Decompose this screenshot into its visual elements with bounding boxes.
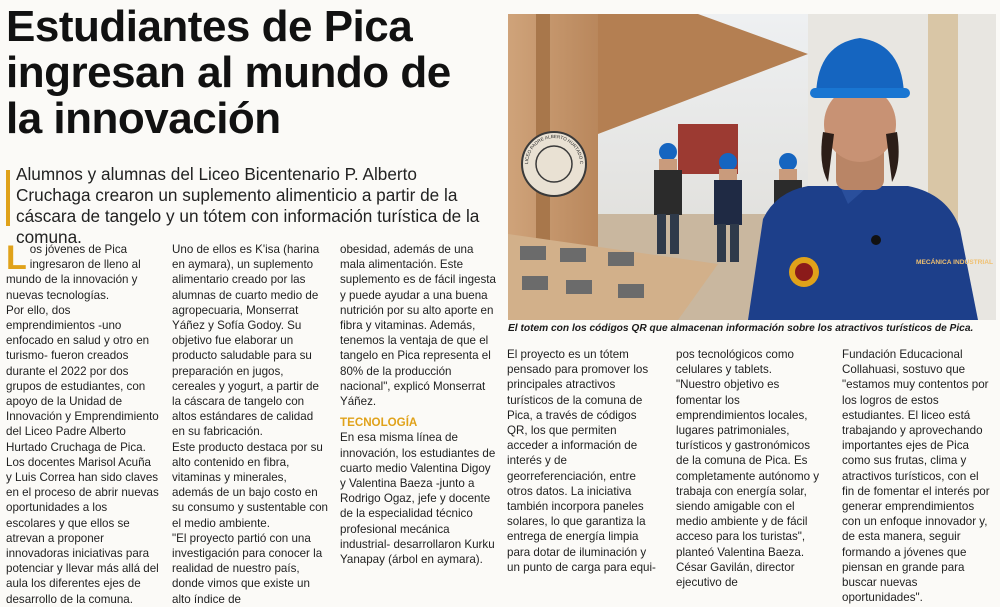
- photo-caption: El totem con los códigos QR que almacenan información sobre los atractivos turísticos de Pica.: [508, 323, 974, 334]
- photo-illustration: [508, 14, 996, 320]
- text-column-3: [340, 242, 498, 567]
- section-subhead: TECNOLOGÍA: [340, 416, 418, 430]
- paragraph-intro: Los jóvenes de Pica ingresaron de lleno al mundo de la innovación y nuevas tecnologías.: [6, 239, 141, 302]
- article-photo: [508, 14, 996, 320]
- text-column-1: [6, 239, 160, 607]
- text-column-6: [842, 347, 994, 605]
- paragraph: César Gavilán, director ejecutivo de: [676, 560, 795, 590]
- paragraph: El proyecto es un tótem pensado para promover los principales atractivos turísticos de la comuna de Pica, a través de códigos QR, los que permiten acceder a información de interés y de georreferenciación, entre otros datos. La iniciativa también incorpora paneles solares, lo que garantiza la entrega de energía limpia para dotar de iluminación y un punto de carga para equi-: [507, 348, 656, 574]
- text-column-5: [676, 347, 826, 590]
- text-column-2: [172, 242, 328, 607]
- svg-text:LICEO PADRE ALBERTO HURTADO CR: LICEO PADRE ALBERTO HURTADO C: [523, 133, 585, 165]
- paragraph: Uno de ellos es K'isa (harina en aymara), un suplemento alimentario creado por las alumnas de cuarto medio de agropecuaria, Monserrat Yáñez y Sofía Godoy. Su objetivo fue elaborar un producto saludable para su preparación en jugos, cereales y yogurt, a partir de la cáscara de tangelo con altos estándares de calidad en su fabricación.: [172, 243, 320, 439]
- paragraph: Por ello, dos emprendimientos -uno enfocado en salud y otro en turismo- fueron creados durante el 2022 por dos grupos de estudiantes, con apoyo de la Unidad de Innovación y Emprendimiento del Liceo Padre Alberto Hurtado Cruchaga de Pica.: [6, 303, 159, 454]
- text-column-4: [507, 347, 658, 575]
- paragraph: Fundación Educacional Collahuasi, sostuvo que "estamos muy contentos por los logros de estos estudiantes. El liceo está trabajando y aprovechando importantes ejes de Pica como sus frutas, clima y atractivos turísticos, con el fin de fomentar el interés por generar emprendimientos con un enfoque innovador y, de esta manera, seguir formando a jóvenes que piensan en grande para buscar nuevas oportunidades".: [842, 348, 990, 605]
- headline: Estudiantes de Pica ingresan al mundo de la innovación: [6, 2, 451, 143]
- paragraph: Los docentes Marisol Acuña y Luis Correa han sido claves en el proceso de abrir nuevas oportunidades a los escolares y que ellos se atrevan a proponer innovadoras iniciativas para potenciar y llevar más allá del aula los diferentes ejes de desarrollo de la comuna.: [6, 455, 159, 606]
- svg-text:MECÁNICA INDUSTRIAL: MECÁNICA INDUSTRIAL: [916, 259, 994, 266]
- drop-cap: L: [6, 239, 27, 277]
- lead-accent-bar: [6, 170, 10, 226]
- paragraph: "El proyecto partió con una investigación para conocer la realidad de nuestro país, donde vimos que existe un alto índice de: [172, 531, 323, 606]
- paragraph: Este producto destaca por su alto contenido en fibra, vitaminas y minerales, además de un bajo costo en su consumo y sustentable con el medio ambiente.: [172, 440, 328, 530]
- paragraph: pos tecnológicos como celulares y tablets.: [676, 348, 794, 377]
- paragraph: "Nuestro objetivo es fomentar los emprendimientos locales, lugares patrimoniales, turísticos y gastronómicos de la comuna de Pica. Es completamente autónomo y trabaja con energía solar, siendo amigable con el medio ambiente y de fácil acceso para los turistas", planteó Valentina Baeza.: [676, 378, 820, 559]
- lead-paragraph: Alumnos y alumnas del Liceo Bicentenario P. Alberto Cruchaga crearon un suplemento alimenticio a partir de la cáscara de tangelo y un tótem con información turística de la comuna.: [16, 164, 480, 247]
- paragraph: obesidad, además de una mala alimentación. Este suplemento es de fácil ingesta y puede ayudar a una buena nutrición por su alto aporte en fibra y vitaminas. Además, tenemos la ventaja de que el tangelo en Pica representa el 80% de la producción nacional", explicó Monserrat Yáñez.: [340, 243, 496, 409]
- microphone-icon: [871, 235, 881, 245]
- paragraph: En esa misma línea de innovación, los estudiantes de cuarto medio Valentina Digoy y Valentina Baeza -junto a Rodrigo Ogaz, jefe y docente de la especialidad técnico profesional mecánica industrial- desarrollaron Kurku Yanapay (árbol en aymara).: [340, 431, 496, 567]
